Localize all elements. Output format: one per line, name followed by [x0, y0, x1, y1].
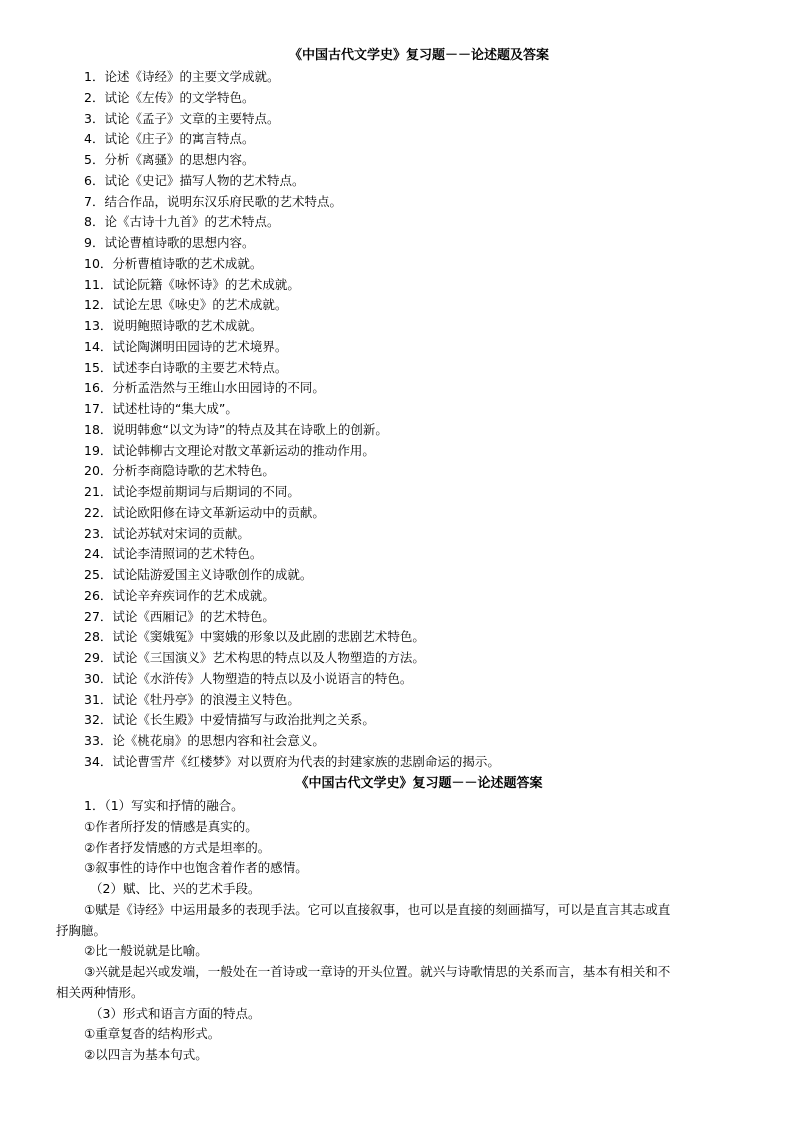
list-item: 24．试论李清照词的艺术特色。	[84, 546, 263, 562]
list-item: 3．试论《孟子》文章的主要特点。	[84, 110, 280, 126]
answer-line: （3）形式和语言方面的特点。	[90, 1005, 261, 1021]
list-item: 27．试论《西厢记》的艺术特色。	[84, 608, 275, 624]
answer-paragraph	[56, 962, 744, 1004]
list-item: 31．试论《牡丹亭》的浪漫主义特色。	[84, 691, 300, 707]
answer-line: ②比一般说就是比喻。	[84, 943, 208, 959]
list-item: 32．试论《长生殿》中爱情描写与政治批判之关系。	[84, 712, 375, 728]
list-item: 4．试论《庄子》的寓言特点。	[84, 131, 255, 147]
answer-line: ③叙事性的诗作中也饱含着作者的感情。	[84, 860, 308, 876]
list-item: 22．试论欧阳修在诗文革新运动中的贡献。	[84, 504, 325, 520]
list-item: 20．分析李商隐诗歌的艺术特色。	[84, 463, 275, 479]
list-item: 34．试论曹雪芹《红楼梦》对以贾府为代表的封建家族的悲剧命运的揭示。	[84, 753, 500, 769]
list-item: 23．试论苏轼对宋词的贡献。	[84, 525, 250, 541]
answer-paragraph-line: ①赋是《诗经》中运用最多的表现手法。它可以直接叙事，也可以是直接的刻画描写，可以是直言其志或直	[84, 901, 671, 917]
answer-section	[56, 796, 744, 1066]
list-item: 10．分析曹植诗歌的艺术成就。	[84, 255, 263, 271]
answer-line: ②作者抒发情感的方式是坦率的。	[84, 839, 271, 855]
list-item: 15．试述李白诗歌的主要艺术特点。	[84, 359, 288, 375]
list-item: 26．试论辛弃疾词作的艺术成就。	[84, 587, 275, 603]
list-item: 9．试论曹植诗歌的思想内容。	[84, 235, 255, 250]
answer-paragraph-line: ③兴就是起兴或发端，一般处在一首诗或一章诗的开头位置。就兴与诗歌情思的关系而言，基本有相关和不	[84, 964, 671, 979]
list-item: 5．分析《离骚》的思想内容。	[84, 152, 255, 167]
list-item: 19．试论韩柳古文理论对散文革新运动的推动作用。	[84, 442, 375, 458]
list-item: 25．试论陆游爱国主义诗歌创作的成就。	[84, 567, 313, 582]
list-item: 7．结合作品，说明东汉乐府民歌的艺术特点。	[84, 193, 342, 209]
answer-line: ②以四言为基本句式。	[84, 1047, 208, 1062]
list-item: 8．论《古诗十九首》的艺术特点。	[84, 214, 280, 230]
list-item: 16．分析孟浩然与王维山水田园诗的不同。	[84, 380, 325, 396]
list-item: 1．论述《诗经》的主要文学成就。	[84, 69, 280, 84]
answer-paragraph-line: 抒胸臆。	[56, 922, 107, 938]
list-item: 28．试论《窦娥冤》中窦娥的形象以及此剧的悲剧艺术特色。	[84, 629, 425, 645]
list-item: 18．说明韩愈“以文为诗”的特点及其在诗歌上的创新。	[84, 421, 388, 437]
list-item: 13．说明鲍照诗歌的艺术成就。	[84, 318, 263, 333]
list-item: 33．论《桃花扇》的思想内容和社会意义。	[84, 733, 325, 748]
answer-line: 1．（1）写实和抒情的融合。	[84, 798, 244, 813]
list-item: 14．试论陶渊明田园诗的艺术境界。	[84, 338, 288, 354]
answer-paragraph-line: 相关两种情形。	[56, 984, 144, 1000]
questions-title: 《中国古代文学史》复习题－－论述题及答案	[288, 48, 549, 63]
answer-paragraph	[56, 900, 744, 942]
list-item: 11．试论阮籍《咏怀诗》的艺术成就。	[84, 276, 300, 292]
list-item: 12．试论左思《咏史》的艺术成就。	[84, 297, 288, 313]
answers-title: 《中国古代文学史》复习题－－论述题答案	[295, 776, 543, 791]
list-item: 29．试论《三国演义》艺术构思的特点以及人物塑造的方法。	[84, 650, 425, 665]
answer-line: （2）赋、比、兴的艺术手段。	[90, 881, 261, 896]
answer-line: ①重章复沓的结构形式。	[84, 1026, 221, 1042]
list-item: 30．试论《水浒传》人物塑造的特点以及小说语言的特色。	[84, 670, 413, 686]
list-item: 6．试论《史记》描写人物的艺术特点。	[84, 172, 305, 188]
list-item: 17．试述杜诗的“集大成”。	[84, 401, 238, 416]
answer-line: ①作者所抒发的情感是真实的。	[84, 818, 258, 834]
list-item: 21．试论李煜前期词与后期词的不同。	[84, 484, 300, 499]
list-item: 2．试论《左传》的文学特色。	[84, 89, 255, 105]
question-list	[84, 67, 774, 773]
